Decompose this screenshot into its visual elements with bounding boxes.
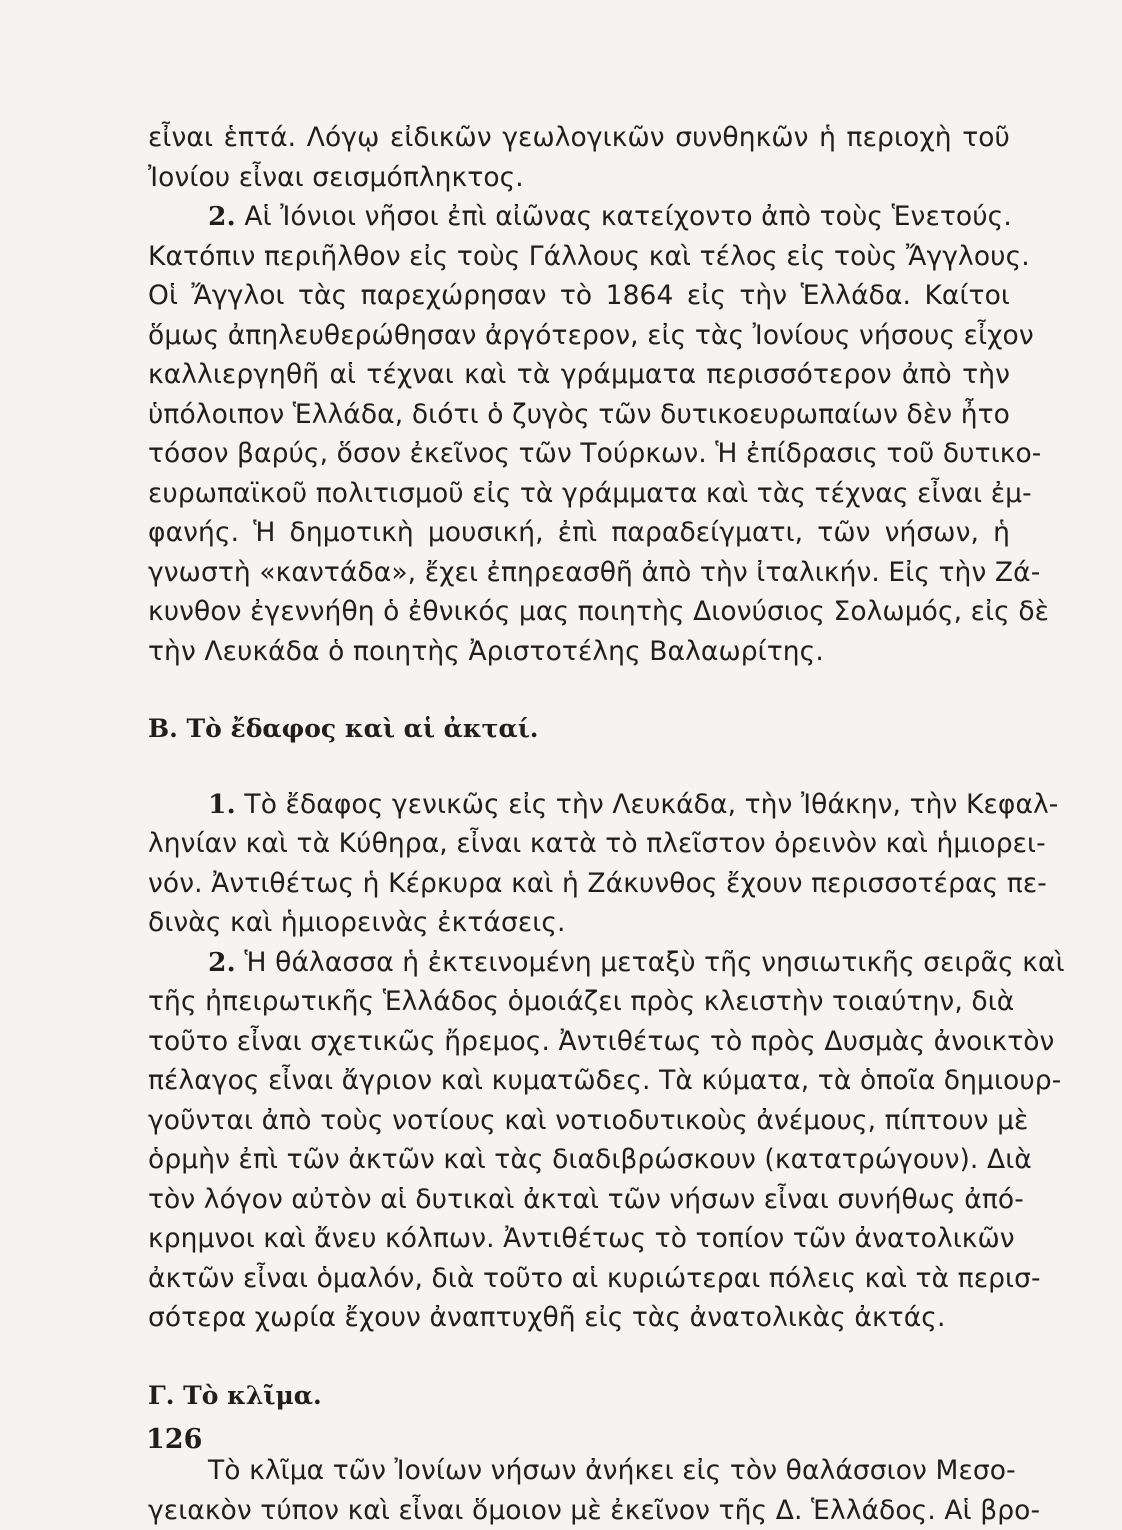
- paragraph-number: 2.: [208, 947, 236, 978]
- body-line: φανής. Ἡ δημοτικὴ μουσική, ἐπὶ παραδείγματι, τῶν νήσων, ἡ: [148, 513, 1010, 553]
- paragraph-start: [148, 785, 1010, 825]
- body-line: κρημνοι καὶ ἄνευ κόλπων. Ἀντιθέτως τὸ τοπίον τῶν ἀνατολικῶν: [148, 1219, 1010, 1259]
- paragraph-start: [148, 197, 1010, 237]
- body-line: ὅμως ἀπηλευθερώθησαν ἀργότερον, εἰς τὰς Ἰονίους νήσους εἶχον: [148, 316, 1010, 356]
- page-number: 126: [146, 1424, 202, 1455]
- body-line: γνωστὴ «καντάδα», ἔχει ἐπηρεασθῆ ἀπὸ τὴν ἰταλικήν. Εἰς τὴν Ζά-: [148, 553, 1010, 593]
- body-line: Ἰονίου εἶναι σεισμόπληκτος.: [148, 158, 1010, 198]
- body-line: τόσον βαρύς, ὅσον ἐκεῖνος τῶν Τούρκων. Ἡ ἐπίδρασις τοῦ δυτικο-: [148, 434, 1010, 474]
- body-line: γειακὸν τύπον καὶ εἶναι ὅμοιον μὲ ἐκεῖνον τῆς Δ. Ἑλλάδος. Αἱ βρο-: [148, 1491, 1010, 1530]
- body-line: εἶναι ἑπτά. Λόγῳ εἰδικῶν γεωλογικῶν συνθηκῶν ἡ περιοχὴ τοῦ: [148, 118, 1010, 158]
- section-heading-b: Β. Τὸ ἔδαφος καὶ αἱ ἀκταί.: [148, 709, 1010, 749]
- body-line-text: Τὸ ἔδαφος γενικῶς εἰς τὴν Λευκάδα, τὴν Ἰθάκην, τὴν Κεφαλ-: [244, 789, 1058, 820]
- body-line: σότερα χωρία ἔχουν ἀναπτυχθῆ εἰς τὰς ἀνατολικὰς ἀκτάς.: [148, 1298, 1010, 1338]
- body-line-text: Ἡ θάλασσα ἡ ἐκτεινομένη μεταξὺ τῆς νησιωτικῆς σειρᾶς καὶ: [244, 947, 1064, 978]
- body-line: Οἱ Ἄγγλοι τὰς παρεχώρησαν τὸ 1864 εἰς τὴν Ἑλλάδα. Καίτοι: [148, 276, 1010, 316]
- body-line: καλλιεργηθῆ αἱ τέχναι καὶ τὰ γράμματα περισσότερον ἀπὸ τὴν: [148, 355, 1010, 395]
- body-line: δινὰς καὶ ἡμιορεινὰς ἐκτάσεις.: [148, 903, 1010, 943]
- body-line: ἀκτῶν εἶναι ὁμαλόν, διὰ τοῦτο αἱ κυριώτεραι πόλεις καὶ τὰ περισ-: [148, 1259, 1010, 1299]
- body-line: ὑπόλοιπον Ἑλλάδα, διότι ὁ ζυγὸς τῶν δυτικοευρωπαίων δὲν ἦτο: [148, 395, 1010, 435]
- body-line-text: Αἱ Ἰόνιοι νῆσοι ἐπὶ αἰῶνας κατείχοντο ἀπὸ τοὺς Ἑνετούς.: [244, 201, 1011, 232]
- body-line: πέλαγος εἶναι ἄγριον καὶ κυματῶδες. Τὰ κύματα, τὰ ὁποῖα δημιουρ-: [148, 1061, 1010, 1101]
- paragraph-start: Τὸ κλῖμα τῶν Ἰονίων νήσων ἀνήκει εἰς τὸν θαλάσσιον Μεσο-: [148, 1451, 1010, 1491]
- body-line: τὸν λόγον αὐτὸν αἱ δυτικαὶ ἀκταὶ τῶν νήσων εἶναι συνήθως ἀπό-: [148, 1180, 1010, 1220]
- body-line: ληνίαν καὶ τὰ Κύθηρα, εἶναι κατὰ τὸ πλεῖστον ὀρεινὸν καὶ ἡμιορει-: [148, 824, 1010, 864]
- text-body: [148, 118, 1010, 1530]
- body-line: ευρωπαϊκοῦ πολιτισμοῦ εἰς τὰ γράμματα καὶ τὰς τέχνας εἶναι ἐμ-: [148, 474, 1010, 514]
- body-line: τῆς ἠπειρωτικῆς Ἑλλάδος ὁμοιάζει πρὸς κλειστὴν τοιαύτην, διὰ: [148, 982, 1010, 1022]
- paragraph-number: 1.: [208, 789, 236, 820]
- body-line: κυνθον ἐγεννήθη ὁ ἐθνικός μας ποιητὴς Διονύσιος Σολωμός, εἰς δὲ: [148, 592, 1010, 632]
- body-line: νόν. Ἀντιθέτως ἡ Κέρκυρα καὶ ἡ Ζάκυνθος ἔχουν περισσοτέρας πε-: [148, 864, 1010, 904]
- section-heading-c: Γ. Τὸ κλῖμα.: [148, 1376, 1010, 1416]
- body-line: ὁρμὴν ἐπὶ τῶν ἀκτῶν καὶ τὰς διαδιβρώσκουν (κατατρώγουν). Διὰ: [148, 1140, 1010, 1180]
- body-line: γοῦνται ἀπὸ τοὺς νοτίους καὶ νοτιοδυτικοὺς ἀνέμους, πίπτουν μὲ: [148, 1101, 1010, 1141]
- paragraph-number: 2.: [208, 201, 236, 232]
- paragraph-start: [148, 943, 1010, 983]
- body-line: Κατόπιν περιῆλθον εἰς τοὺς Γάλλους καὶ τέλος εἰς τοὺς Ἄγγλους.: [148, 237, 1010, 277]
- body-line: τὴν Λευκάδα ὁ ποιητὴς Ἀριστοτέλης Βαλαωρίτης.: [148, 632, 1010, 672]
- body-line: τοῦτο εἶναι σχετικῶς ἤρεμος. Ἀντιθέτως τὸ πρὸς Δυσμὰς ἀνοικτὸν: [148, 1022, 1010, 1062]
